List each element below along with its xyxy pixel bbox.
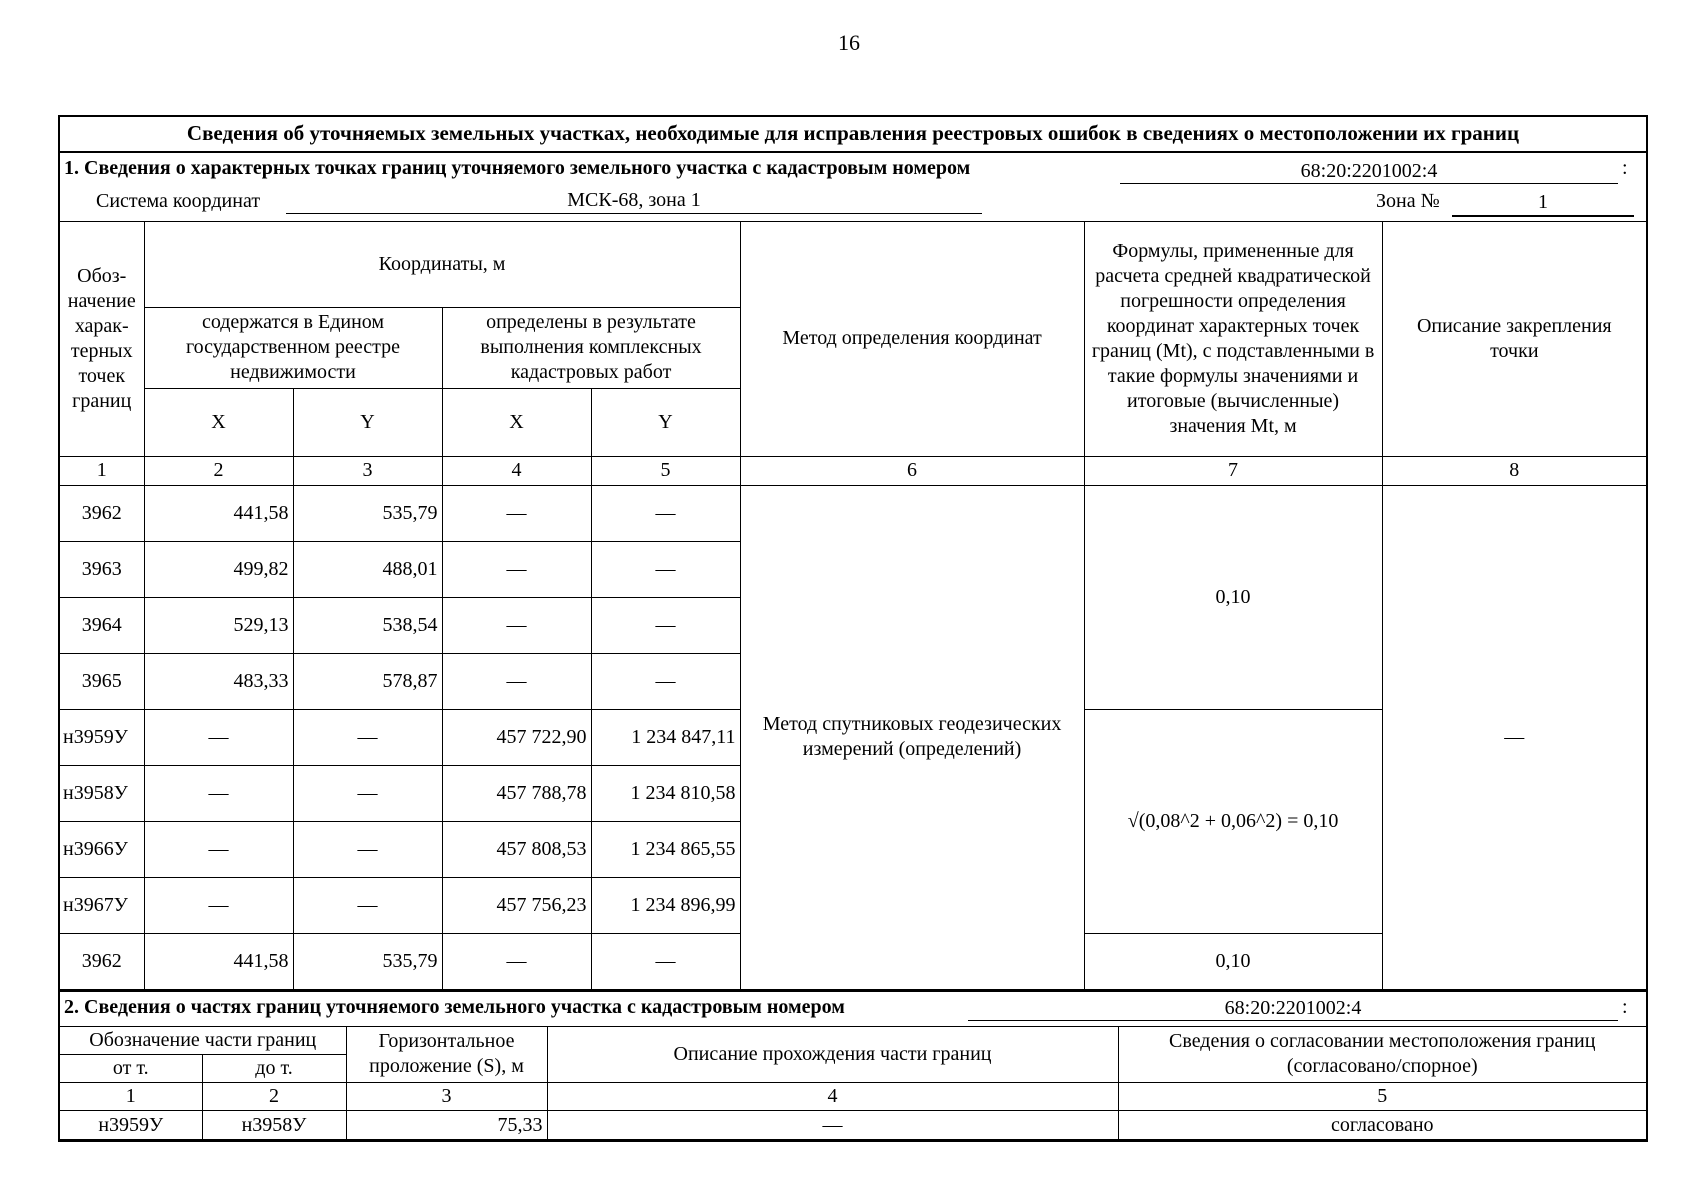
x-kkr-value: 457 808,53 xyxy=(442,821,591,877)
y-egrn-value: 535,79 xyxy=(293,485,442,541)
column-number: 7 xyxy=(1084,456,1382,485)
coord-system-value: МСК-68, зона 1 xyxy=(286,187,982,214)
column-number: 2 xyxy=(144,456,293,485)
description-value: — xyxy=(1382,485,1646,989)
column-number: 5 xyxy=(591,456,740,485)
document-form xyxy=(58,115,1648,1142)
y-egrn-value: — xyxy=(293,877,442,933)
x-kkr-value: 457 756,23 xyxy=(442,877,591,933)
zone-label: Зона № xyxy=(1376,190,1440,212)
to-point: н3958У xyxy=(202,1111,346,1140)
x-egrn-value: 529,13 xyxy=(144,597,293,653)
section1-cadastral-number: 68:20:2201002:4 xyxy=(1120,159,1618,184)
header-kkr: определены в результате выполнения комплексных кадастровых работ xyxy=(442,307,740,388)
y-kkr-value: 1 234 865,55 xyxy=(591,821,740,877)
x-kkr-value: — xyxy=(442,597,591,653)
mt-value-group3: 0,10 xyxy=(1084,933,1382,989)
y-kkr-value: 1 234 896,99 xyxy=(591,877,740,933)
x-kkr-value: 457 788,78 xyxy=(442,765,591,821)
header-horizontal-distance: Горизонтальное проложение (S), м xyxy=(346,1027,547,1083)
point-id: 3965 xyxy=(60,653,144,709)
mt-value-group1: 0,10 xyxy=(1084,485,1382,709)
x-egrn-value: — xyxy=(144,877,293,933)
x-kkr-value: — xyxy=(442,653,591,709)
header-agreement: Сведения о согласовании местоположения границ (согласовано/спорное) xyxy=(1118,1027,1646,1083)
section1-heading: 1. Сведения о характерных точках границ уточняемого земельного участка с кадастровым номером xyxy=(64,157,971,179)
point-id: 3962 xyxy=(60,933,144,989)
section2-cadastral-number: 68:20:2201002:4 xyxy=(968,996,1618,1021)
column-number: 1 xyxy=(60,1083,202,1111)
header-method: Метод определения координат xyxy=(740,222,1084,456)
y-kkr-value: — xyxy=(591,653,740,709)
y-egrn-value: 488,01 xyxy=(293,541,442,597)
column-number: 5 xyxy=(1118,1083,1646,1111)
horizontal-distance: 75,33 xyxy=(346,1111,547,1140)
x-egrn-value: 441,58 xyxy=(144,933,293,989)
zone-value: 1 xyxy=(1452,189,1634,217)
header-y-egrn: Y xyxy=(293,388,442,456)
section2-colon: : xyxy=(1622,995,1628,1018)
page-number: 16 xyxy=(838,30,860,55)
point-id: 3964 xyxy=(60,597,144,653)
point-id: н3959У xyxy=(60,709,144,765)
y-kkr-value: — xyxy=(591,541,740,597)
y-kkr-value: — xyxy=(591,485,740,541)
header-part-designation: Обозначение части границ xyxy=(60,1027,346,1055)
x-egrn-value: 441,58 xyxy=(144,485,293,541)
x-kkr-value: 457 722,90 xyxy=(442,709,591,765)
column-number: 8 xyxy=(1382,456,1646,485)
point-id: 3962 xyxy=(60,485,144,541)
section1-colon: : xyxy=(1622,157,1628,179)
section2-header xyxy=(60,990,1646,1027)
section2-heading: 2. Сведения о частях границ уточняемого земельного участка с кадастровым номером xyxy=(64,995,845,1018)
header-passage-description: Описание прохождения части границ xyxy=(547,1027,1118,1083)
x-egrn-value: 483,33 xyxy=(144,653,293,709)
passage-description: — xyxy=(547,1111,1118,1140)
x-egrn-value: — xyxy=(144,709,293,765)
point-id: н3966У xyxy=(60,821,144,877)
point-id: н3967У xyxy=(60,877,144,933)
header-egrn: содержатся в Едином государственном реестре недвижимости xyxy=(144,307,442,388)
y-kkr-value: 1 234 847,11 xyxy=(591,709,740,765)
header-x-kkr: X xyxy=(442,388,591,456)
y-egrn-value: — xyxy=(293,709,442,765)
column-number: 4 xyxy=(547,1083,1118,1111)
header-formulas: Формулы, примененные для расчета средней квадратической погрешности определения координат характерных точек границ (Mt), с подставленными в такие формулы значениями и итоговые (вычисленные) значения Mt, м xyxy=(1084,222,1382,456)
column-number: 6 xyxy=(740,456,1084,485)
coord-system-label: Система координат xyxy=(96,190,261,212)
point-id: н3958У xyxy=(60,765,144,821)
boundary-parts-table xyxy=(60,1027,1646,1141)
points-table xyxy=(60,222,1646,990)
header-from-point: от т. xyxy=(60,1055,202,1083)
x-egrn-value: — xyxy=(144,765,293,821)
method-value: Метод спутниковых геодезических измерений (определений) xyxy=(740,485,1084,989)
document-title: Сведения об уточняемых земельных участках, необходимые для исправления реестровых ошибок в сведениях о местоположении их границ xyxy=(60,117,1646,153)
y-egrn-value: — xyxy=(293,765,442,821)
mt-value-group2: √(0,08^2 + 0,06^2) = 0,10 xyxy=(1084,709,1382,933)
header-point-designation: Обоз- начение харак- терных точек границ xyxy=(60,222,144,456)
y-kkr-value: — xyxy=(591,933,740,989)
y-kkr-value: 1 234 810,58 xyxy=(591,765,740,821)
x-kkr-value: — xyxy=(442,485,591,541)
y-egrn-value: 538,54 xyxy=(293,597,442,653)
header-y-kkr: Y xyxy=(591,388,740,456)
y-egrn-value: 535,79 xyxy=(293,933,442,989)
x-egrn-value: — xyxy=(144,821,293,877)
column-number: 4 xyxy=(442,456,591,485)
x-kkr-value: — xyxy=(442,933,591,989)
table-row xyxy=(60,485,1646,541)
column-number: 2 xyxy=(202,1083,346,1111)
header-x-egrn: X xyxy=(144,388,293,456)
point-id: 3963 xyxy=(60,541,144,597)
header-to-point: до т. xyxy=(202,1055,346,1083)
column-number: 3 xyxy=(346,1083,547,1111)
x-egrn-value: 499,82 xyxy=(144,541,293,597)
header-description: Описание закрепления точки xyxy=(1382,222,1646,456)
column-number: 3 xyxy=(293,456,442,485)
column-number: 1 xyxy=(60,456,144,485)
x-kkr-value: — xyxy=(442,541,591,597)
from-point: н3959У xyxy=(60,1111,202,1140)
y-egrn-value: — xyxy=(293,821,442,877)
header-coordinates: Координаты, м xyxy=(144,222,740,307)
section1-header xyxy=(60,153,1646,222)
y-kkr-value: — xyxy=(591,597,740,653)
y-egrn-value: 578,87 xyxy=(293,653,442,709)
table-row xyxy=(60,1111,1646,1140)
agreement-status: согласовано xyxy=(1118,1111,1646,1140)
